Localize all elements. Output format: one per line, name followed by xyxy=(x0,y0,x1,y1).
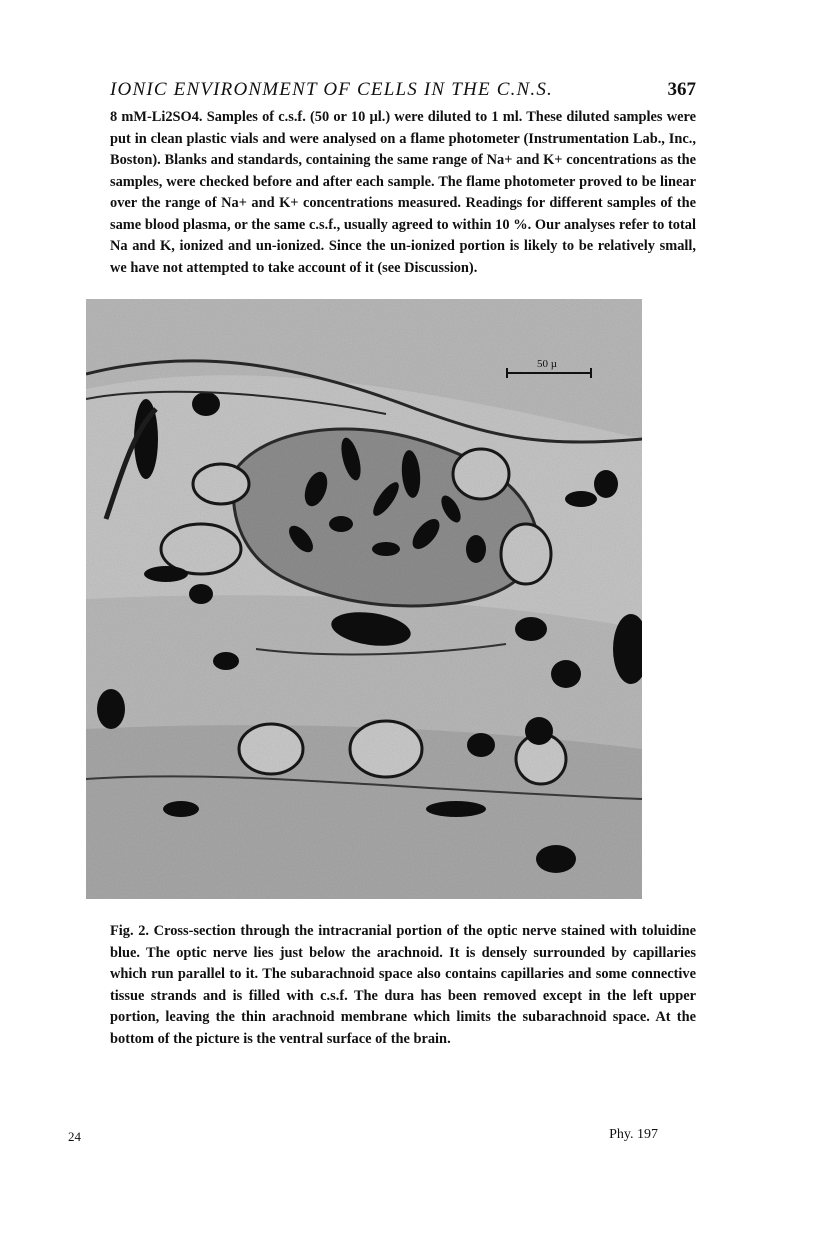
page-header xyxy=(110,79,696,105)
page-number: 367 xyxy=(667,79,696,100)
figure-caption: Fig. 2. Cross-section through the intracranial portion of the optic nerve stained with toluidine blue. The optic nerve lies just below the arachnoid. It is densely surrounded by capillaries which run parallel to it. The subarachnoid space also contains capillaries and some connective tissue strands and is filled with c.s.f. The dura has been removed except in the left upper portion, leaving the thin arachnoid membrane which limits the subarachnoid space. At the bottom of the picture is the ventral surface of the brain. xyxy=(110,923,696,1047)
body-paragraph: 8 mM-Li2SO4. Samples of c.s.f. (50 or 10 µl.) were diluted to 1 ml. These diluted samples were put in clean plastic vials and were analysed on a flame photometer (Instrumentation Lab., Inc., Boston). Blanks and standards, containing the same range of Na+ and K+ concentrations as the samples, were checked before and after each sample. The flame photometer proved to be linear over the range of Na+ and K+ concentrations measured. Readings for different samples of the same blood plasma, or the same c.s.f., usually agreed to within 10 %. Our analyses refer to total Na and K, ionized and un-ionized. Since the un-ionized portion is likely to be relatively small, we have not attempted to take account of it (see Discussion). xyxy=(110,109,696,276)
journal-mark: Phy. 197 xyxy=(609,1127,658,1142)
signature-mark: 24 xyxy=(68,1129,81,1144)
scale-bar-label: 50 µ xyxy=(537,358,558,370)
micrograph-figure xyxy=(86,299,642,899)
running-title: IONIC ENVIRONMENT OF CELLS IN THE C.N.S. xyxy=(110,79,553,100)
micrograph-image xyxy=(86,299,642,899)
